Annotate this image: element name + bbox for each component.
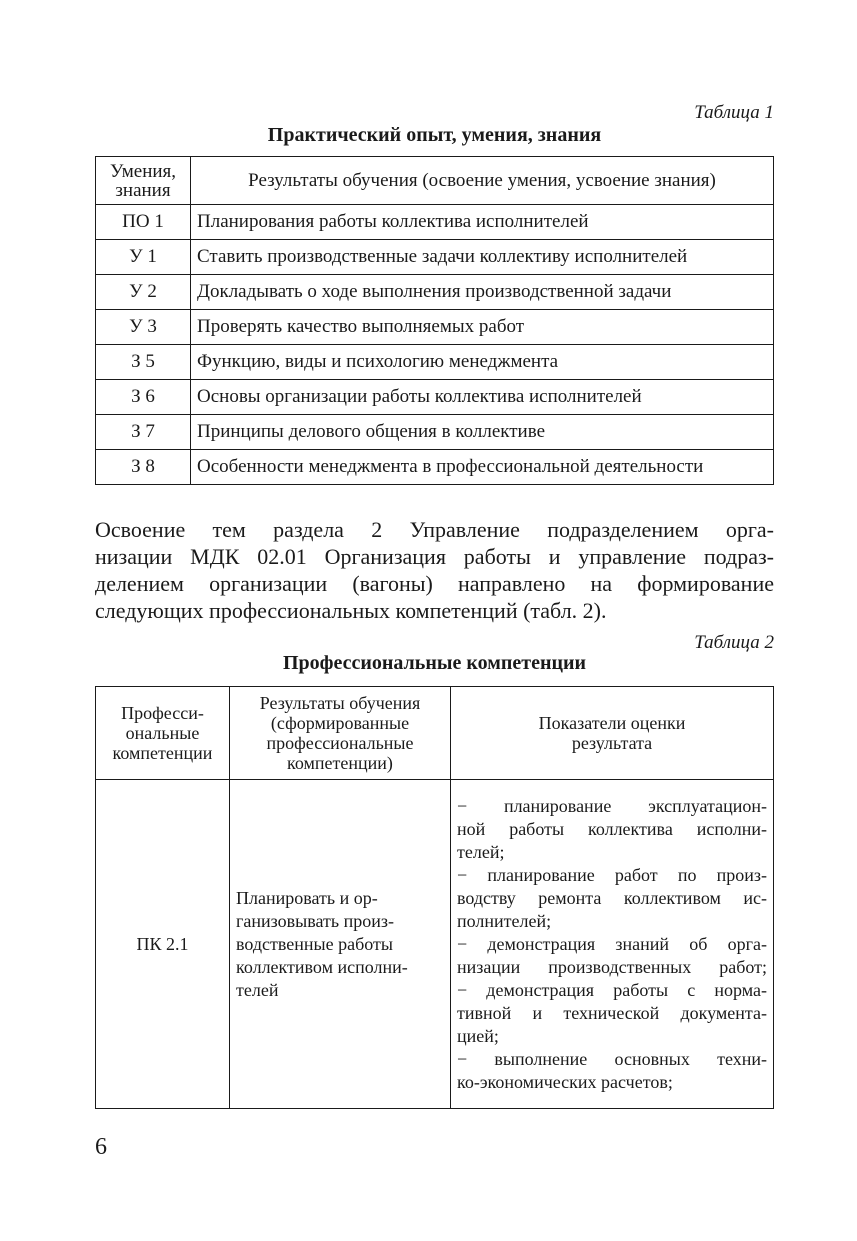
- professional-competencies-table: [95, 686, 774, 1109]
- result-line: коллективом исполни-: [236, 956, 408, 977]
- indicator-line: полнителей;: [457, 910, 552, 931]
- row-text: Основы организации работы коллектива исполнителей: [191, 380, 774, 415]
- indicator-line: ко-экономических расчетов;: [457, 1071, 673, 1092]
- learning-result: [230, 780, 451, 1109]
- indicator-line: − выполнение основных техни-: [457, 1048, 767, 1069]
- paragraph-line: Освоение тем раздела 2 Управление подразделением орга-: [95, 517, 774, 542]
- table-row: [96, 275, 774, 310]
- indicator-line: низации производственных работ;: [457, 956, 767, 977]
- table1-title: Практический опыт, умения, знания: [267, 124, 602, 146]
- header-line: результата: [571, 733, 653, 753]
- header-line: знания: [115, 179, 171, 201]
- paragraph-line: низации МДК 02.01 Организация работы и управление подраз-: [95, 544, 774, 569]
- table2-label: Таблица 2: [694, 632, 774, 653]
- row-text: Проверять качество выполняемых работ: [191, 310, 774, 345]
- indicator-line: водству ремонта коллективом ис-: [457, 887, 767, 908]
- indicator-line: − планирование эксплуатацион-: [457, 795, 767, 816]
- table-row: [96, 310, 774, 345]
- table-header-row: [96, 157, 774, 205]
- indicator-line: − планирование работ по произ-: [457, 864, 767, 885]
- row-text: Докладывать о ходе выполнения производственной задачи: [191, 275, 774, 310]
- header-line: Професси-: [121, 703, 204, 723]
- header-line: Результаты обучения: [259, 693, 421, 713]
- header-line: профессиональные: [266, 733, 414, 753]
- row-code: У 3: [96, 310, 191, 345]
- table2-title: Профессиональные компетенции: [282, 652, 587, 674]
- header-competencies: [96, 687, 230, 780]
- row-text: Планирования работы коллектива исполнителей: [191, 205, 774, 240]
- header-line: ональные: [125, 723, 200, 743]
- table-row: [96, 205, 774, 240]
- header-learning-results: Результаты обучения (освоение умения, усвоение знания): [191, 157, 774, 205]
- header-learning-results: [230, 687, 451, 780]
- result-line: ганизовывать произ-: [236, 910, 394, 931]
- header-line: компетенции: [112, 743, 213, 763]
- indicator-line: ной работы коллектива исполни-: [457, 818, 767, 839]
- table-row: [96, 450, 774, 485]
- row-text: Функцию, виды и психологию менеджмента: [191, 345, 774, 380]
- table-header-row: [96, 687, 774, 780]
- result-line: водственные работы: [236, 933, 393, 954]
- page-number: 6: [95, 1134, 107, 1160]
- header-line: (сформированные: [270, 713, 410, 733]
- indicator-line: − демонстрация работы с норма-: [457, 979, 767, 1000]
- row-code: З 8: [96, 450, 191, 485]
- table-row: [96, 345, 774, 380]
- body-paragraph: [95, 516, 774, 624]
- assessment-indicators: [451, 780, 774, 1109]
- competency-code: ПК 2.1: [96, 780, 230, 1109]
- indicator-line: цией;: [457, 1025, 499, 1046]
- row-code: ПО 1: [96, 205, 191, 240]
- row-code: У 1: [96, 240, 191, 275]
- header-skills-knowledge: [96, 157, 191, 205]
- result-line: телей: [236, 979, 279, 1000]
- result-line: Планировать и ор-: [236, 887, 378, 908]
- header-line: Умения,: [109, 160, 177, 182]
- indicator-line: телей;: [457, 841, 505, 862]
- table-row: [96, 415, 774, 450]
- table-row: [96, 780, 774, 1109]
- indicator-line: − демонстрация знаний об орга-: [457, 933, 767, 954]
- header-line: компетенции): [287, 753, 393, 773]
- row-code: У 2: [96, 275, 191, 310]
- row-text: Ставить производственные задачи коллективу исполнителей: [191, 240, 774, 275]
- row-code: З 6: [96, 380, 191, 415]
- skills-knowledge-table: [95, 156, 774, 485]
- table-row: [96, 240, 774, 275]
- row-text: Принципы делового общения в коллективе: [191, 415, 774, 450]
- header-line: Показатели оценки: [538, 713, 686, 733]
- row-text: Особенности менеджмента в профессиональной деятельности: [191, 450, 774, 485]
- paragraph-line: делением организации (вагоны) направлено на формирование: [95, 571, 774, 596]
- indicator-line: тивной и технической документа-: [457, 1002, 767, 1023]
- paragraph-line: следующих профессиональных компетенций (табл. 2).: [95, 598, 607, 623]
- header-assessment-indicators: [451, 687, 774, 780]
- table1-label: Таблица 1: [694, 102, 774, 123]
- row-code: З 7: [96, 415, 191, 450]
- row-code: З 5: [96, 345, 191, 380]
- table-row: [96, 380, 774, 415]
